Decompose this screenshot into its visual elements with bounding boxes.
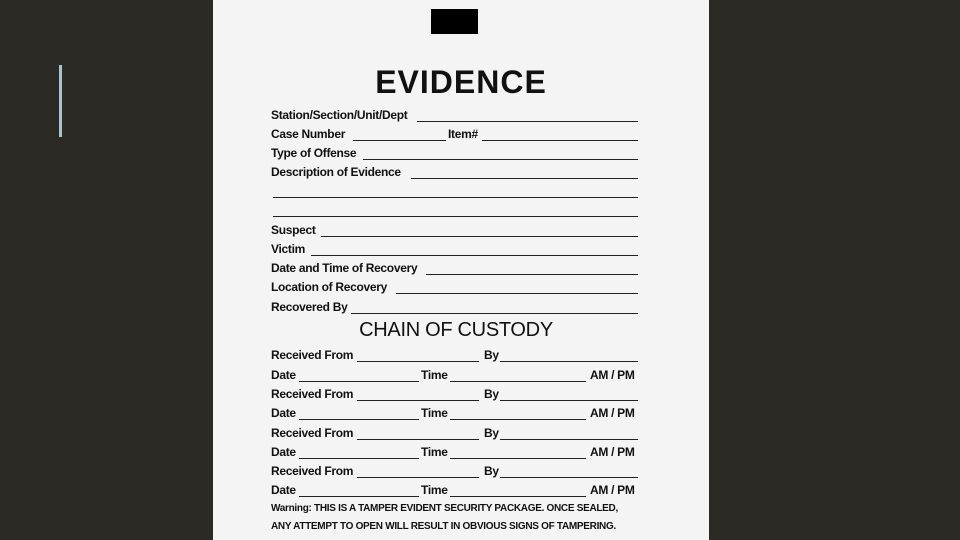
- field-line: [273, 216, 638, 217]
- field-description-line-3: [271, 203, 638, 219]
- warning-text-line-2: ANY ATTEMPT TO OPEN WILL RESULT IN OBVIOUS SIGNS OF TAMPERING.: [271, 521, 616, 532]
- time-label: Time: [421, 445, 448, 459]
- field-line: [450, 496, 586, 497]
- field-line: [426, 274, 638, 275]
- field-recovered-by: [271, 300, 638, 316]
- field-label: Location of Recovery: [271, 280, 388, 294]
- time-label: Time: [421, 368, 448, 382]
- field-line: [450, 419, 586, 420]
- date-label: Date: [271, 368, 296, 382]
- field-line: [321, 236, 638, 237]
- field-date-time-recovery: [271, 261, 638, 277]
- field-label: Description of Evidence: [271, 165, 401, 179]
- field-line: [396, 293, 638, 294]
- field-label: Date and Time of Recovery: [271, 261, 418, 275]
- custody-date-row: [271, 445, 638, 461]
- field-description-line-2: [271, 184, 638, 200]
- field-location-recovery: [271, 280, 638, 296]
- field-case-number: [271, 127, 638, 143]
- field-line: [500, 439, 638, 440]
- field-label: Suspect: [271, 223, 316, 237]
- ampm-label: AM / PM: [590, 368, 635, 382]
- ampm-label: AM / PM: [590, 406, 635, 420]
- field-line: [417, 121, 638, 122]
- field-label: Station/Section/Unit/Dept: [271, 108, 408, 122]
- field-label: Victim: [271, 242, 305, 256]
- by-label: By: [484, 464, 499, 478]
- field-victim: [271, 242, 638, 258]
- slide-accent-bar: [59, 65, 62, 137]
- custody-received-row: [271, 426, 638, 442]
- ampm-label: AM / PM: [590, 445, 635, 459]
- field-line: [357, 439, 479, 440]
- custody-received-row: [271, 348, 638, 364]
- field-line: [357, 477, 479, 478]
- tag-hole: [431, 9, 478, 34]
- time-label: Time: [421, 406, 448, 420]
- custody-received-row: [271, 387, 638, 403]
- field-line: [299, 496, 419, 497]
- field-line: [351, 313, 638, 314]
- date-label: Date: [271, 483, 296, 497]
- custody-date-row: [271, 406, 638, 422]
- custody-date-row: [271, 368, 638, 384]
- field-line: [482, 140, 638, 141]
- ampm-label: AM / PM: [590, 483, 635, 497]
- field-suspect: [271, 223, 638, 239]
- field-line: [357, 400, 479, 401]
- by-label: By: [484, 387, 499, 401]
- field-line: [500, 361, 638, 362]
- chain-of-custody-title: CHAIN OF CUSTODY: [359, 319, 553, 341]
- field-line: [311, 255, 638, 256]
- date-label: Date: [271, 445, 296, 459]
- field-line: [357, 361, 479, 362]
- field-description: [271, 165, 638, 181]
- field-type-of-offense: [271, 146, 638, 162]
- received-from-label: Received From: [271, 348, 354, 362]
- field-line: [363, 159, 638, 160]
- field-line: [450, 458, 586, 459]
- field-label-item: Item#: [448, 127, 478, 141]
- form-title: EVIDENCE: [375, 64, 547, 100]
- received-from-label: Received From: [271, 426, 354, 440]
- custody-received-row: [271, 464, 638, 480]
- field-line: [500, 400, 638, 401]
- field-line: [500, 477, 638, 478]
- field-line: [273, 197, 638, 198]
- by-label: By: [484, 348, 499, 362]
- time-label: Time: [421, 483, 448, 497]
- by-label: By: [484, 426, 499, 440]
- field-label: Recovered By: [271, 300, 348, 314]
- field-line: [299, 419, 419, 420]
- custody-date-row: [271, 483, 638, 499]
- received-from-label: Received From: [271, 464, 354, 478]
- evidence-tag: [213, 0, 709, 540]
- field-label: Type of Offense: [271, 146, 357, 160]
- received-from-label: Received From: [271, 387, 354, 401]
- date-label: Date: [271, 406, 296, 420]
- warning-text-line-1: Warning: THIS IS A TAMPER EVIDENT SECURITY PACKAGE. ONCE SEALED,: [271, 503, 618, 514]
- field-line: [299, 458, 419, 459]
- field-line: [353, 140, 446, 141]
- field-line: [411, 178, 638, 179]
- field-station: [271, 108, 638, 124]
- field-line: [299, 381, 419, 382]
- field-line: [450, 381, 586, 382]
- field-label: Case Number: [271, 127, 346, 141]
